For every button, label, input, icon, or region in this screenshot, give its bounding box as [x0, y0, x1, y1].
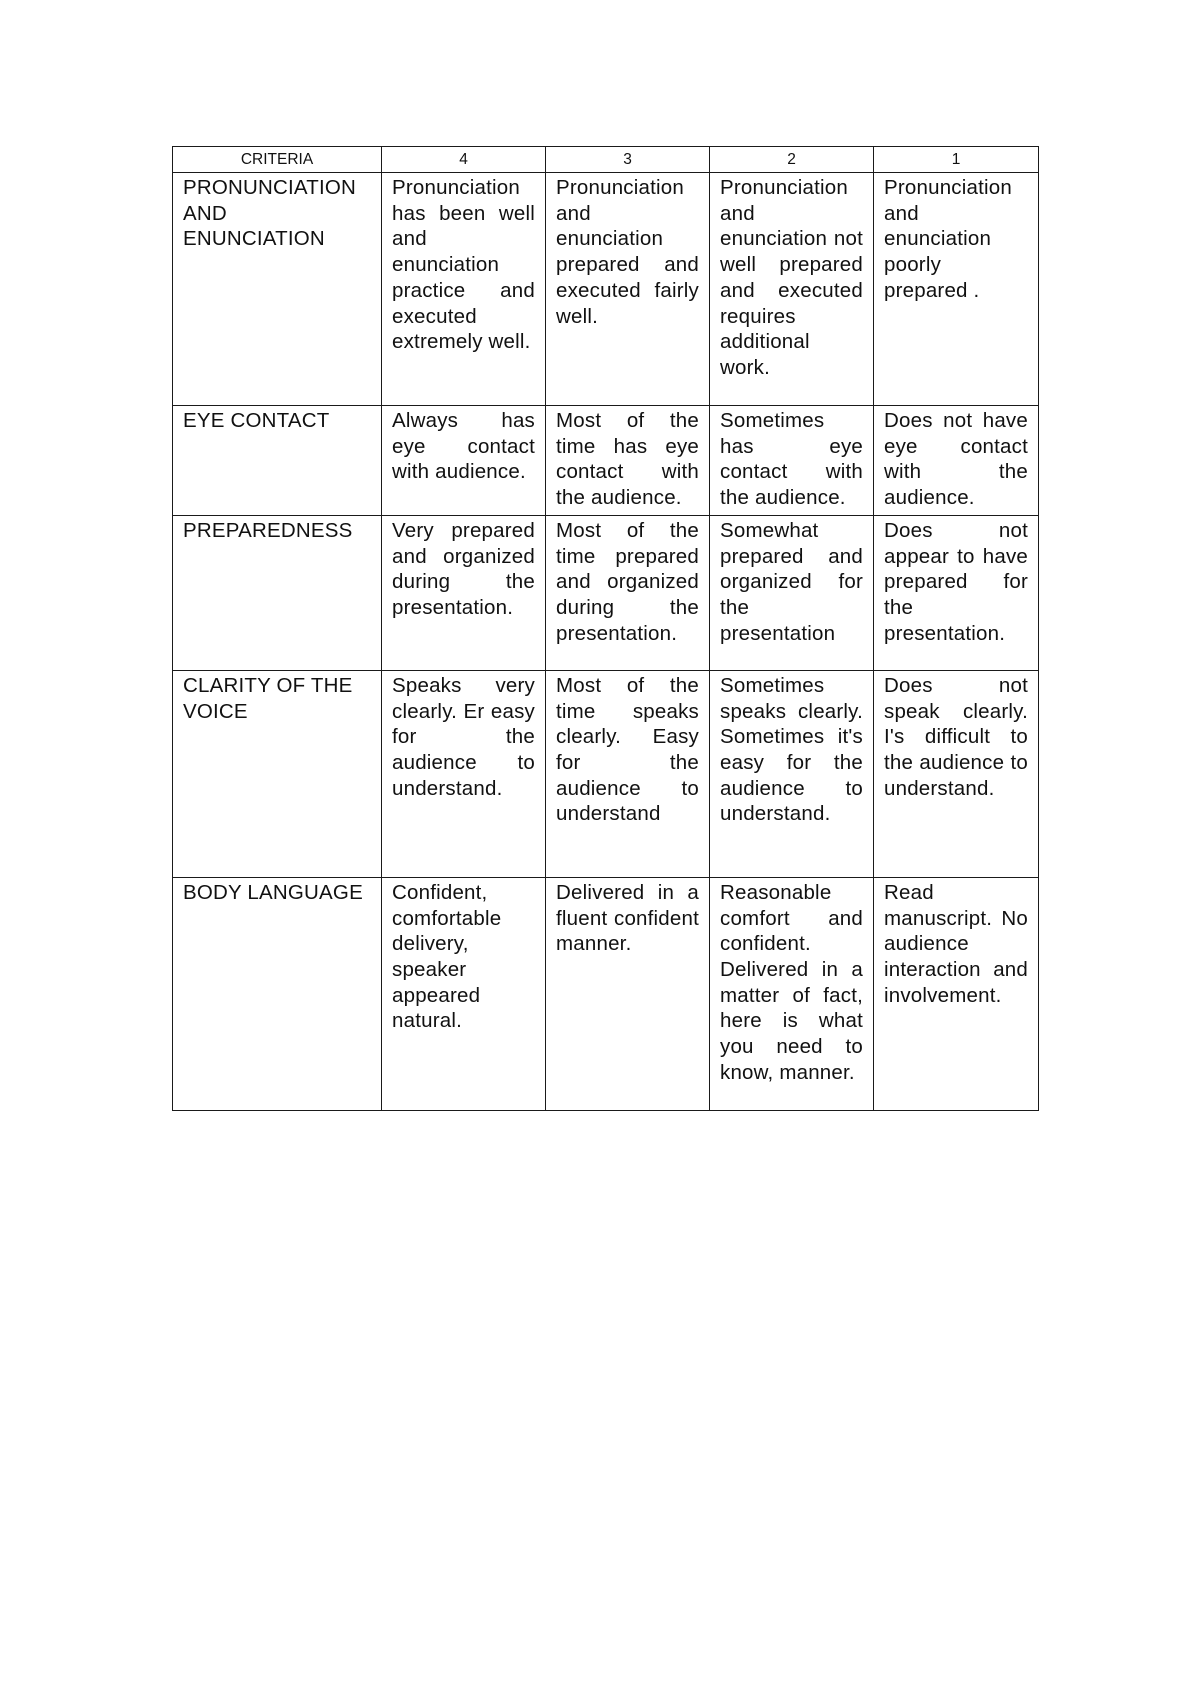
score-4-cell: Very prepared and organized during the presentation.	[382, 515, 546, 670]
score-2-cell: Sometimes speaks clearly. Sometimes it's easy for the audience to understand.	[710, 670, 874, 877]
score-3-cell: Most of the time speaks clearly. Easy for the audience to understand	[546, 670, 710, 877]
score-1-cell: Does not appear to have prepared for the presentation.	[874, 515, 1039, 670]
score-4-cell: Always has eye contact with audience.	[382, 406, 546, 516]
table-row	[173, 406, 1039, 516]
score-1-cell: Pronunciation and enunciation poorly prepared .	[874, 173, 1039, 406]
score-1-cell: Read manuscript. No audience interaction and involvement.	[874, 877, 1039, 1110]
table-row	[173, 670, 1039, 877]
score-2-cell: Somewhat prepared and organized for the presentation	[710, 515, 874, 670]
score-4-cell: Confident, comfortable delivery, speaker appeared natural.	[382, 877, 546, 1110]
score-1-cell: Does not have eye contact with the audience.	[874, 406, 1039, 516]
score-3-cell: Most of the time prepared and organized during the presentation.	[546, 515, 710, 670]
table-row	[173, 173, 1039, 406]
score-3-cell: Most of the time has eye contact with the audience.	[546, 406, 710, 516]
score-2-cell: Sometimes has eye contact with the audience.	[710, 406, 874, 516]
score-4-cell: Pronunciation has been well and enunciation practice and executed extremely well.	[382, 173, 546, 406]
score-4-cell: Speaks very clearly. Er easy for the audience to understand.	[382, 670, 546, 877]
table-row	[173, 515, 1039, 670]
criterion-cell: BODY LANGUAGE	[173, 877, 382, 1110]
header-criteria: CRITERIA	[173, 147, 382, 173]
criterion-cell: PRONUNCIATION AND ENUNCIATION	[173, 173, 382, 406]
criterion-cell: PREPAREDNESS	[173, 515, 382, 670]
score-3-cell: Delivered in a fluent confident manner.	[546, 877, 710, 1110]
table-row	[173, 877, 1039, 1110]
rubric-table	[172, 146, 1039, 1111]
score-3-cell: Pronunciation and enunciation prepared and executed fairly well.	[546, 173, 710, 406]
criterion-cell: CLARITY OF THE VOICE	[173, 670, 382, 877]
criterion-cell: EYE CONTACT	[173, 406, 382, 516]
header-score-2: 2	[710, 147, 874, 173]
header-row	[173, 147, 1039, 173]
score-2-cell: Reasonable comfort and confident. Delivered in a matter of fact, here is what you need to know, manner.	[710, 877, 874, 1110]
header-score-3: 3	[546, 147, 710, 173]
score-1-cell: Does not speak clearly. I's difficult to the audience to understand.	[874, 670, 1039, 877]
header-score-4: 4	[382, 147, 546, 173]
score-2-cell: Pronunciation and enunciation not well prepared and executed requires additional work.	[710, 173, 874, 406]
header-score-1: 1	[874, 147, 1039, 173]
